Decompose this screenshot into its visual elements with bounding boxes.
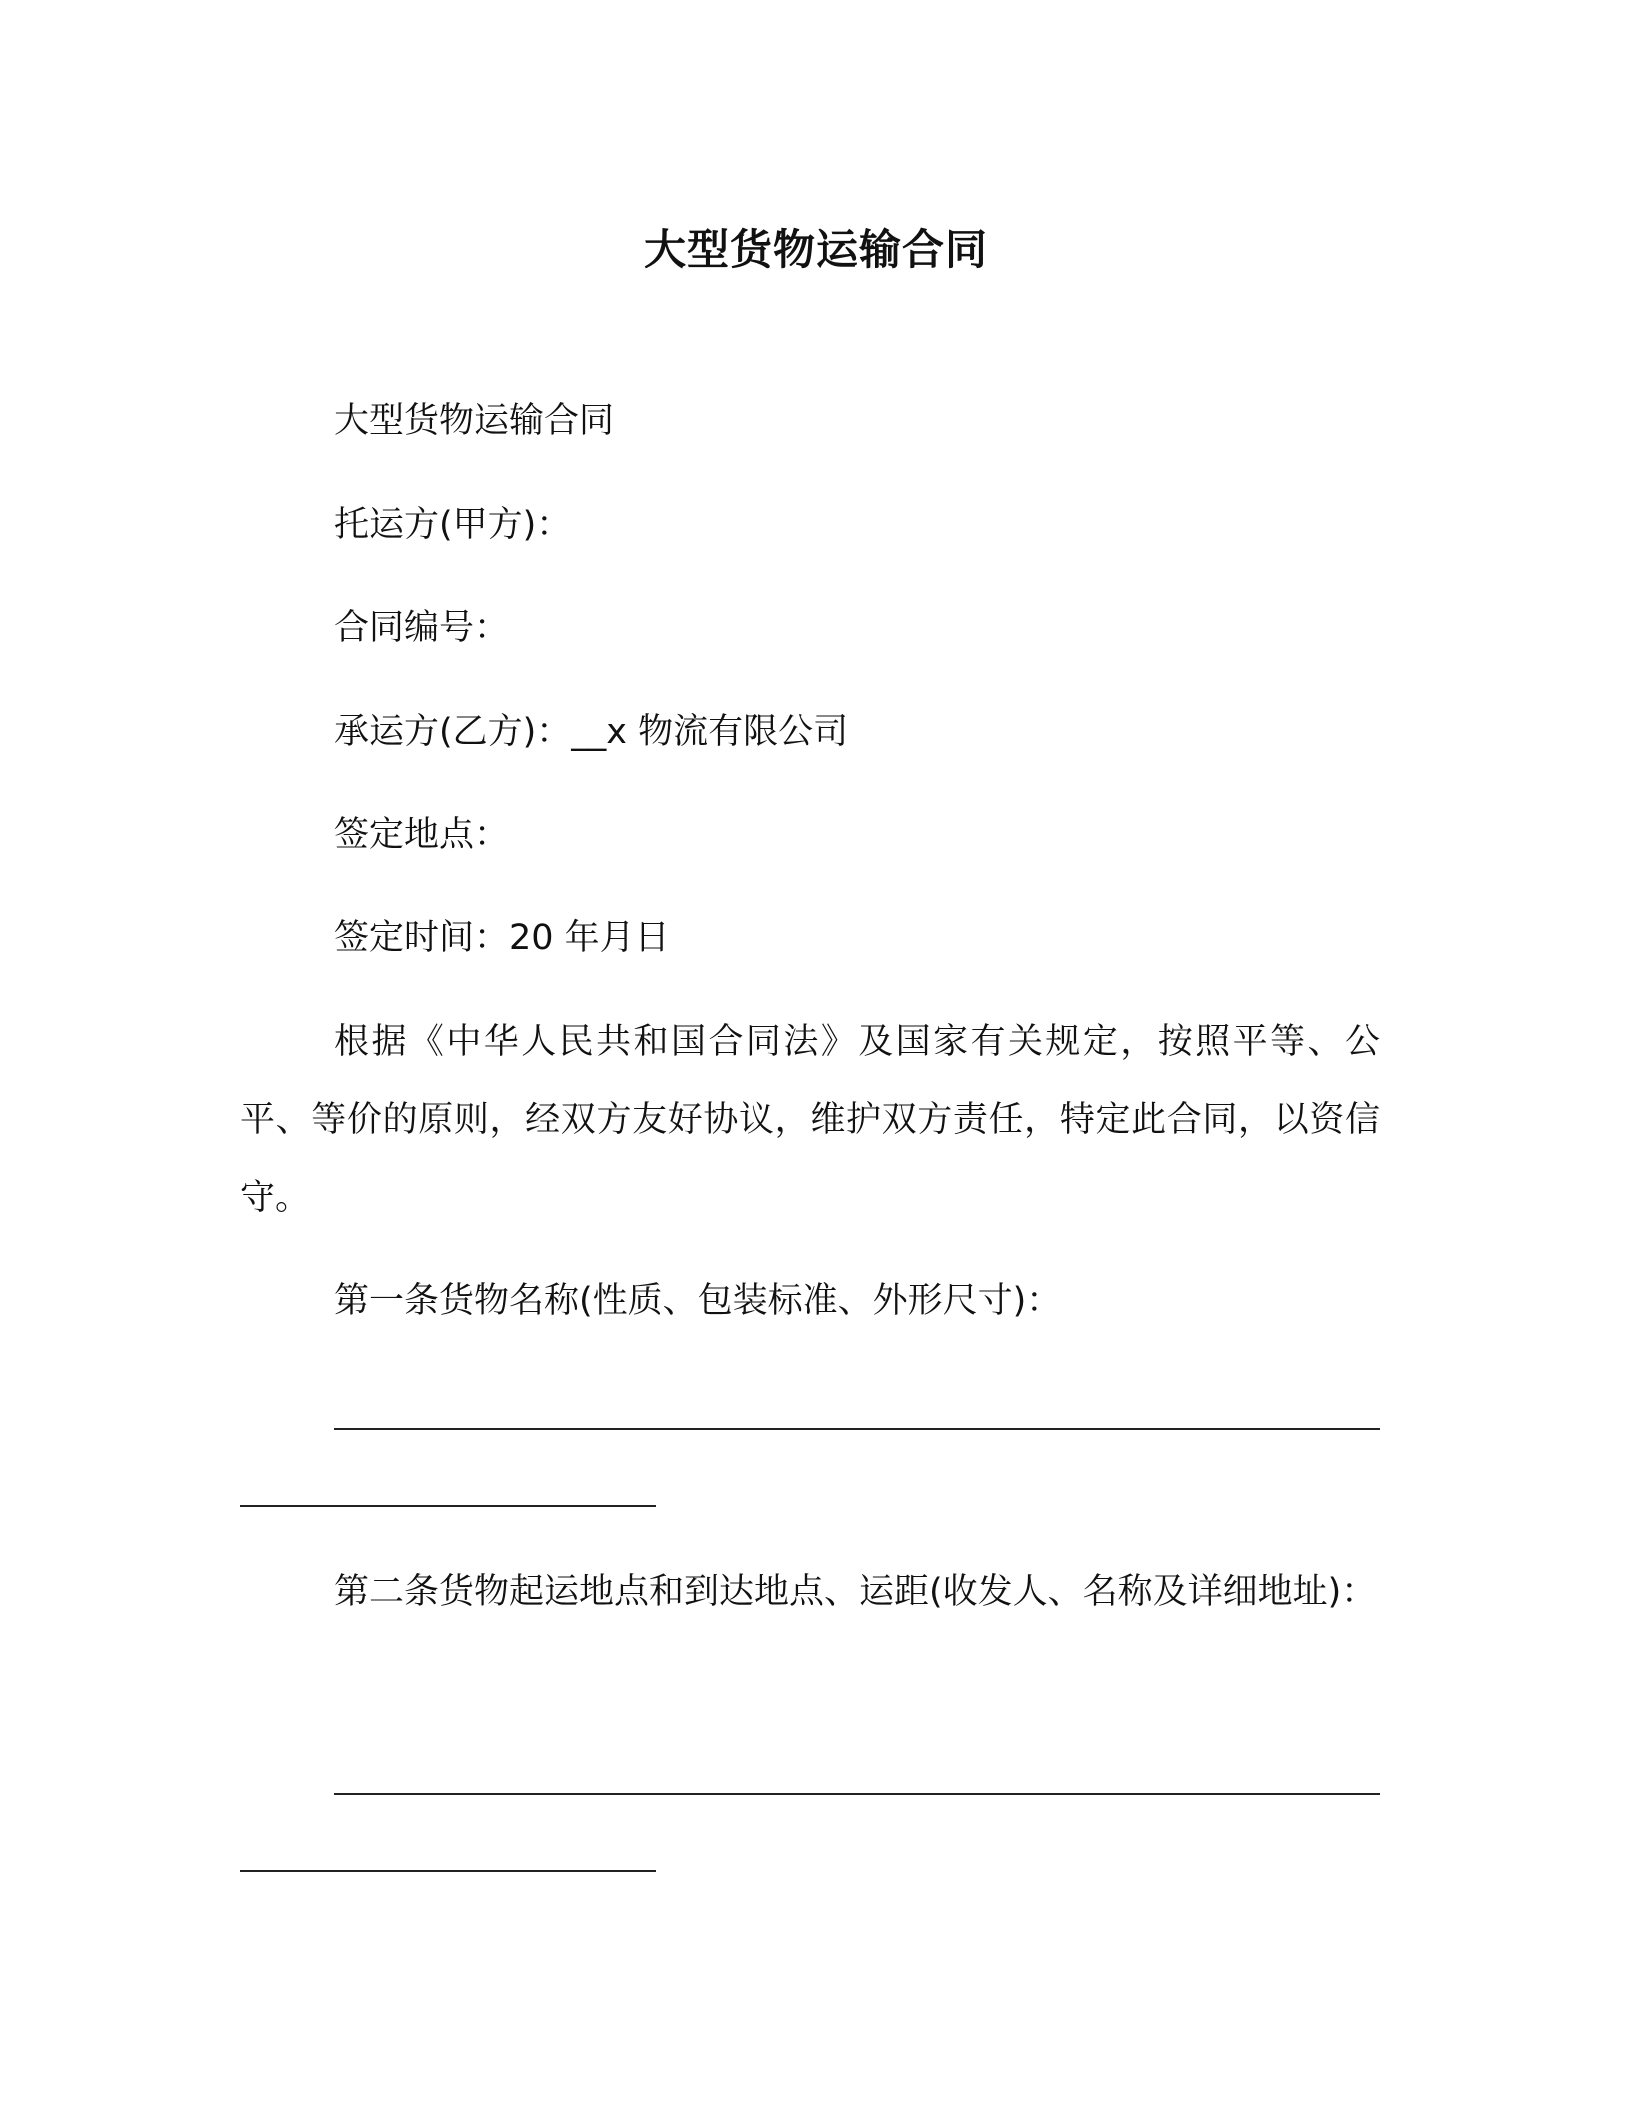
field-carrier: 承运方(乙方)：__x 物流有限公司 [334,712,849,752]
document-subtitle: 大型货物运输合同 [334,401,615,441]
field-signing-place: 签定地点： [334,815,510,855]
article-1-blank-line-2 [240,1505,656,1507]
article-1-heading: 第一条货物名称(性质、包装标准、外形尺寸)： [334,1281,1062,1321]
preamble-paragraph: 根据《中华人民共和国合同法》及国家有关规定，按照平等、公平、等价的原则，经双方友好协议，维护双方责任，特定此合同，以资信守。 [240,1022,1380,1218]
article-2-blank-line-2 [240,1870,656,1872]
document-title: 大型货物运输合同 [643,225,988,274]
article-1-blank-line-1 [334,1428,1380,1430]
field-contract-number: 合同编号： [334,608,510,648]
article-2-blank-line-1 [334,1793,1380,1795]
field-signing-date: 签定时间：20 年月日 [334,918,670,958]
field-consignor: 托运方(甲方)： [334,505,572,545]
article-2-heading: 第二条货物起运地点和到达地点、运距(收发人、名称及详细地址)： [334,1572,1377,1612]
